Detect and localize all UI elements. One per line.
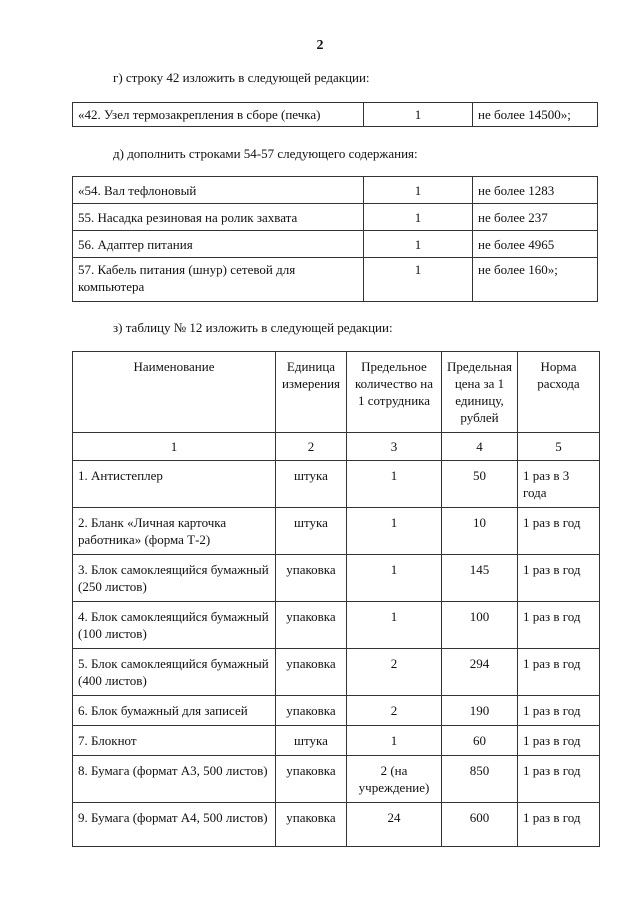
- paragraph-z: з) таблицу № 12 изложить в следующей редакции:: [113, 320, 393, 335]
- cell-name: 55. Насадка резиновая на ролик захвата: [73, 204, 364, 231]
- cell-qty: 1: [364, 204, 473, 231]
- table-header-row: [73, 352, 600, 433]
- col-number: 2: [276, 433, 347, 461]
- cell-unit: упаковка: [276, 602, 347, 649]
- cell-name: 6. Блок бумажный для записей: [73, 696, 276, 726]
- cell-norm: 1 раз в год: [518, 555, 600, 602]
- header-unit: Единица измерения: [276, 352, 347, 433]
- table-row: [73, 204, 598, 231]
- cell-price: 190: [442, 696, 518, 726]
- cell-unit: штука: [276, 461, 347, 508]
- cell-qty: 2: [347, 696, 442, 726]
- table-row: [73, 508, 600, 555]
- cell-norm: 1 раз в год: [518, 756, 600, 803]
- cell-price: 600: [442, 803, 518, 847]
- cell-unit: упаковка: [276, 555, 347, 602]
- cell-price: 50: [442, 461, 518, 508]
- cell-price: не более 14500»;: [473, 103, 598, 127]
- cell-qty: 1: [347, 555, 442, 602]
- header-norm: Норма расхода: [518, 352, 600, 433]
- cell-qty: 1: [364, 103, 473, 127]
- table-row: [73, 756, 600, 803]
- cell-qty: 1: [347, 726, 442, 756]
- table-rows-54-57: [72, 176, 598, 302]
- cell-unit: упаковка: [276, 649, 347, 696]
- cell-price: не более 237: [473, 204, 598, 231]
- cell-price: не более 160»;: [473, 258, 598, 302]
- cell-price: 145: [442, 555, 518, 602]
- table-row: [73, 726, 600, 756]
- table-row: [73, 602, 600, 649]
- cell-name: 4. Блок самоклеящийся бумажный (100 листов): [73, 602, 276, 649]
- cell-name: 3. Блок самоклеящийся бумажный (250 листов): [73, 555, 276, 602]
- cell-name: 7. Блокнот: [73, 726, 276, 756]
- cell-norm: 1 раз в год: [518, 803, 600, 847]
- cell-qty: 1: [364, 258, 473, 302]
- cell-norm: 1 раз в год: [518, 602, 600, 649]
- table-12: [72, 351, 600, 847]
- col-number: 4: [442, 433, 518, 461]
- cell-qty: 1: [364, 177, 473, 204]
- cell-price: не более 1283: [473, 177, 598, 204]
- cell-name: 2. Бланк «Личная карточка работника» (форма Т-2): [73, 508, 276, 555]
- cell-name: 9. Бумага (формат А4, 500 листов): [73, 803, 276, 847]
- cell-name: 56. Адаптер питания: [73, 231, 364, 258]
- cell-price: 100: [442, 602, 518, 649]
- table-row: [73, 258, 598, 302]
- cell-unit: упаковка: [276, 803, 347, 847]
- cell-qty: 1: [347, 508, 442, 555]
- cell-qty: 1: [347, 461, 442, 508]
- cell-name: 1. Антистеплер: [73, 461, 276, 508]
- paragraph-g: г) строку 42 изложить в следующей редакции:: [113, 70, 370, 85]
- cell-unit: штука: [276, 726, 347, 756]
- header-price: Предельная цена за 1 единицу, рублей: [442, 352, 518, 433]
- cell-qty: 1: [347, 602, 442, 649]
- paragraph-d: д) дополнить строками 54-57 следующего содержания:: [113, 146, 418, 161]
- table-row: [73, 231, 598, 258]
- col-number: 1: [73, 433, 276, 461]
- table-row: [73, 461, 600, 508]
- col-number: 3: [347, 433, 442, 461]
- cell-price: 10: [442, 508, 518, 555]
- cell-norm: 1 раз в год: [518, 649, 600, 696]
- cell-qty: 24: [347, 803, 442, 847]
- table-row: [73, 555, 600, 602]
- cell-name: «54. Вал тефлоновый: [73, 177, 364, 204]
- table-row-42: [72, 102, 598, 127]
- cell-price: не более 4965: [473, 231, 598, 258]
- table-row: [73, 177, 598, 204]
- cell-unit: штука: [276, 508, 347, 555]
- cell-norm: 1 раз в год: [518, 696, 600, 726]
- table-row: [73, 649, 600, 696]
- header-name: Наименование: [73, 352, 276, 433]
- cell-qty: 2: [347, 649, 442, 696]
- header-qty: Предельное количество на 1 сотрудника: [347, 352, 442, 433]
- cell-norm: 1 раз в 3 года: [518, 461, 600, 508]
- page-number: 2: [316, 38, 324, 53]
- cell-unit: упаковка: [276, 696, 347, 726]
- cell-unit: упаковка: [276, 756, 347, 803]
- column-numbers-row: [73, 433, 600, 461]
- cell-name: «42. Узел термозакрепления в сборе (печка): [73, 103, 364, 127]
- col-number: 5: [518, 433, 600, 461]
- cell-qty: 2 (на учреждение): [347, 756, 442, 803]
- table-row: [73, 696, 600, 726]
- cell-norm: 1 раз в год: [518, 508, 600, 555]
- cell-price: 60: [442, 726, 518, 756]
- cell-norm: 1 раз в год: [518, 726, 600, 756]
- cell-name: 8. Бумага (формат А3, 500 листов): [73, 756, 276, 803]
- table-row: [73, 803, 600, 847]
- cell-name: 57. Кабель питания (шнур) сетевой для компьютера: [73, 258, 364, 302]
- cell-price: 294: [442, 649, 518, 696]
- cell-name: 5. Блок самоклеящийся бумажный (400 листов): [73, 649, 276, 696]
- cell-qty: 1: [364, 231, 473, 258]
- cell-price: 850: [442, 756, 518, 803]
